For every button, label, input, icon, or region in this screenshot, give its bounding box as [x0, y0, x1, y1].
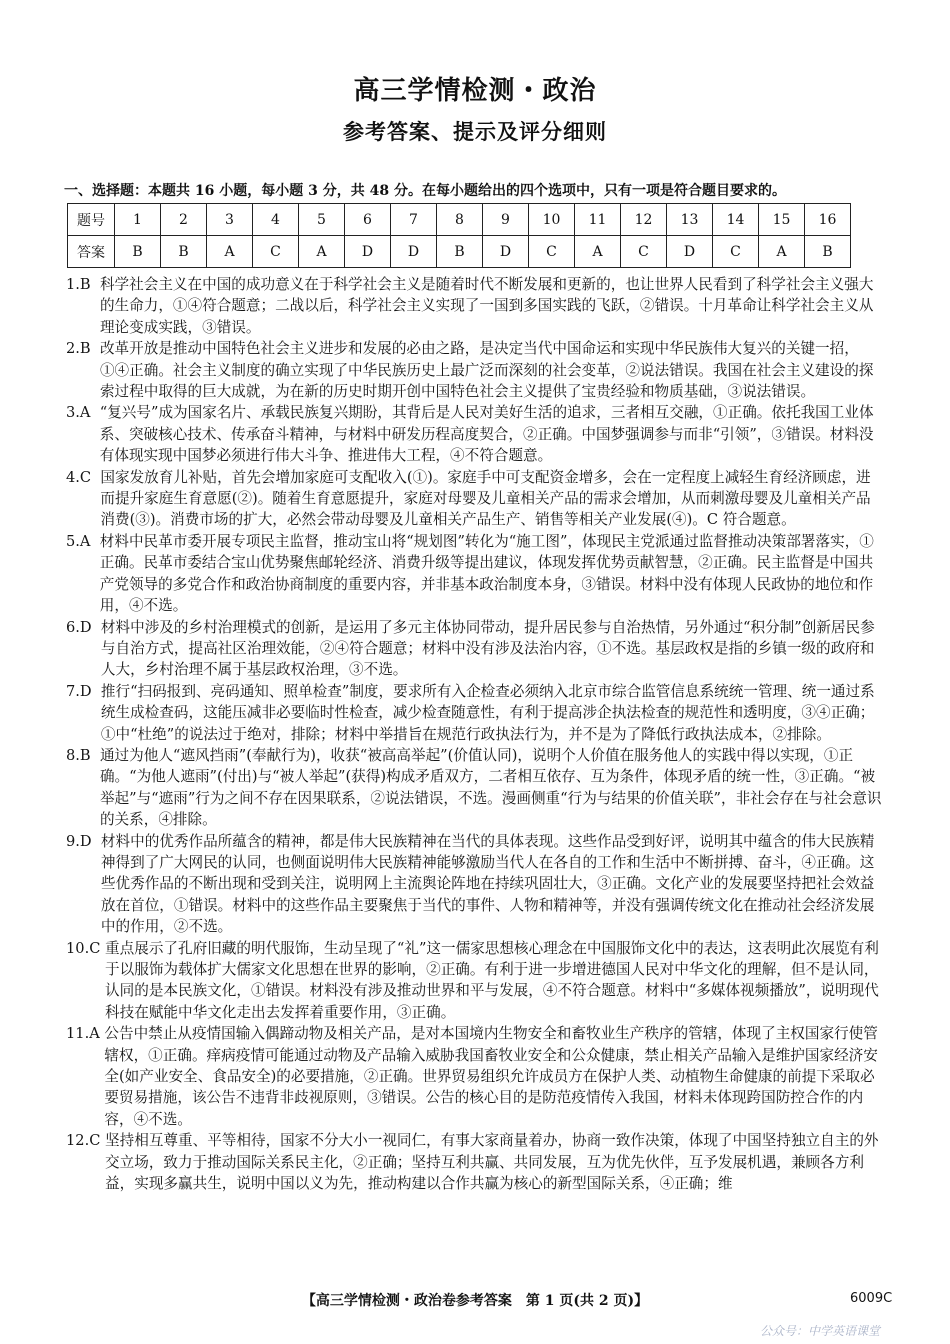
paper-code: 6009C — [850, 1291, 893, 1306]
item-number: 2.B — [66, 340, 91, 358]
explanations — [66, 274, 884, 1194]
item-text: 材料中的优秀作品所蕴含的精神，都是伟大民族精神在当代的具体表现。这些作品受到好评，说明其中蕴含的伟大民族精神得到了广大网民的认同，也侧面说明伟大民族精神能够激励当代人在各自的工作和生活中不断拼搏、奋斗，④正确。这些优秀作品的不断出现和受到关注，说明网上主流舆论阵地在持续巩固壮大，③正确。文化产业的发展要坚持把社会效益放在首位，①错误。材料中的这些作品主要聚焦于当代的事件、人物和精神等，并没有强调传统文化在推动社会经济发展中的作用，②不选。 — [100, 832, 875, 936]
question-number: 10 — [529, 204, 575, 236]
question-number: 12 — [621, 204, 667, 236]
answer-cell: B — [115, 236, 161, 268]
explanation-item — [66, 402, 884, 466]
question-number: 1 — [115, 204, 161, 236]
explanation-item — [66, 531, 884, 617]
page-title: 高三学情检测・政治 — [353, 76, 597, 106]
item-text: 公告中禁止从疫情国输入偶蹄动物及相关产品，是对本国境内生物安全和畜牧业生产秩序的管辖，体现了主权国家行使管辖权，①正确。痒病疫情可能通过动物及产品输入威胁我国畜牧业安全和公众健康，禁止相关产品输入是维护国家经济安全(如产业安全、食品安全)的必要措施，②正确。世界贸易组织允许成员方在保护人类、动植物生命健康的前提下采取必要贸易措施，该公告不违背非歧视原则，③错误。公告的核心目的是防范疫情传入我国，材料未体现跨国防控合作的内容，④不选。 — [104, 1025, 878, 1128]
answer-cell: D — [667, 236, 713, 268]
explanation-item — [66, 1023, 884, 1130]
item-number: 1.B — [66, 276, 91, 293]
item-number: 10.C — [66, 939, 101, 957]
item-number: 7.D — [66, 682, 92, 700]
item-text: 材料中民革市委开展专项民主监督，推动宝山将“规划图”转化为“施工图”，体现民主党派通过监督推动决策部署落实，①正确。民革市委结合宝山优势聚焦邮轮经济、消费升级等提出建议，体现发挥优势贡献智慧，②正确。民主监督是中国共产党领导的多党合作和政治协商制度的重要内容，并非基本政治制度本身，③错误。材料中没有体现人民政协的地位和作用，④不选。 — [99, 532, 874, 615]
explanation-item — [66, 831, 884, 938]
question-number: 3 — [207, 204, 253, 236]
answer-cell: C — [713, 236, 759, 268]
item-number: 3.A — [66, 404, 91, 422]
question-number: 4 — [253, 204, 299, 236]
item-text: 通过为他人“遮风挡雨”(奉献行为)，收获“被高高举起”(价值认同)，说明个人价值在服务他人的实践中得以实现，①正确。“为他人遮雨”(付出)与“被人举起”(获得)构成矛盾双方，二者相互依存、互为条件，体现矛盾的统一性，③正确。“被举起”与“遮雨”行为之间不存在因果联系，②说法错误，不选。漫画侧重“行为与结果的价值关联”，非社会存在与社会意识的关系，④排除。 — [99, 746, 882, 829]
item-number: 11.A — [66, 1025, 100, 1043]
item-text: “复兴号”成为国家名片、承载民族复兴期盼，其背后是人民对美好生活的追求，三者相互交融，①正确。依托我国工业体系、突破核心技术、传承奋斗精神，与材料中研发历程高度契合，②正确。中国梦强调参与而非“引领”，③错误。材料没有体现实现中国梦必须进行伟大斗争、推进伟大工程，④不符合题意。 — [99, 404, 874, 465]
item-number: 8.B — [66, 746, 91, 764]
item-number: 5.A — [66, 532, 91, 550]
explanation-item — [66, 745, 884, 831]
row-label-number: 题号 — [68, 204, 115, 236]
page-subtitle: 参考答案、提示及评分细则 — [343, 120, 607, 144]
item-number: 12.C — [66, 1132, 101, 1150]
answer-row — [68, 236, 851, 268]
question-number: 5 — [299, 204, 345, 236]
answer-cell: B — [805, 236, 851, 268]
explanation-item — [66, 938, 884, 1024]
answer-cell: A — [575, 236, 621, 268]
question-number-row — [68, 204, 851, 236]
question-number: 11 — [575, 204, 621, 236]
section-heading: 一、选择题：本题共 16 小题，每小题 3 分，共 48 分。在每小题给出的四个选项中，只有一项是符合题目要求的。 — [64, 183, 786, 199]
explanation-item — [66, 338, 884, 402]
question-number: 14 — [713, 204, 759, 236]
item-number: 9.D — [66, 832, 92, 850]
answer-cell: C — [529, 236, 575, 268]
item-text: 推行“扫码报到、亮码通知、照单检查”制度，要求所有入企检查必须纳入北京市综合监管信息系统统一管理、统一通过系统生成检查码，这能压减非必要临时性检查，减少检查随意性，有利于提高涉企执法检查的规范性和透明度，③④正确；①中“杜绝”的说法过于绝对，排除；材料中举措旨在规范行政执法行为，并不是为了降低行政执法成本，②排除。 — [100, 682, 875, 743]
answer-cell: D — [391, 236, 437, 268]
question-number: 2 — [161, 204, 207, 236]
item-text: 国家发放育儿补贴，首先会增加家庭可支配收入(①)。家庭手中可支配资金增多，会在一定程度上减轻生育经济顾虑，进而提升家庭生育意愿(②)。随着生育意愿提升，家庭对母婴及儿童相关产品的需求会增加，从而刺激母婴及儿童相关产品消费(③)。消费市场的扩大，必然会带动母婴及儿童相关产品生产、销售等相关产业发展(④)。C 符合题意。 — [100, 468, 871, 529]
answer-cell: C — [621, 236, 667, 268]
row-label-answer: 答案 — [68, 236, 115, 268]
item-text: 重点展示了孔府旧藏的明代服饰，生动呈现了“礼”这一儒家思想核心理念在中国服饰文化中的表达，这表明此次展览有利于以服饰为载体扩大儒家文化思想在世界的影响，②正确。有利于进一步增进德国人民对中华文化的理解，但不是认同，认同的是本民族文化，①错误。材料没有涉及推动世界和平与发展，④不符合题意。材料中“多媒体视频播放”，说明现代科技在赋能中华文化走出去发挥着重要作用，③正确。 — [105, 939, 879, 1021]
explanation-item — [66, 274, 884, 338]
explanation-item — [66, 467, 884, 531]
question-number: 13 — [667, 204, 713, 236]
explanation-item — [66, 617, 884, 681]
answer-cell: A — [759, 236, 805, 268]
answer-cell: B — [437, 236, 483, 268]
question-number: 6 — [345, 204, 391, 236]
question-number: 15 — [759, 204, 805, 236]
answer-cell: C — [253, 236, 299, 268]
explanation-item — [66, 681, 884, 745]
answer-cell: A — [299, 236, 345, 268]
question-number: 8 — [437, 204, 483, 236]
watermark: 公众号：中学英语课堂 — [760, 1324, 881, 1338]
item-text: 材料中涉及的乡村治理模式的创新，是运用了多元主体协同带动，提升居民参与自治热情，另外通过“积分制”创新居民参与自治方式，提高社区治理效能，②④符合题意；材料中没有涉及法治内容，①不选。基层政权是指的乡镇一级的政府和人大，乡村治理不属于基层政权治理，③不选。 — [100, 618, 875, 679]
answer-table — [67, 203, 851, 268]
item-text: 改革开放是推动中国特色社会主义进步和发展的必由之路，是决定当代中国命运和实现中华民族伟大复兴的关键一招，①④正确。社会主义制度的确立实现了中华民族历史上最广泛而深刻的社会变革，②说法错误。我国在社会主义建设的探索过程中取得的巨大成就，为在新的历史时期开创中国特色社会主义提供了宝贵经验和物质基础，③说法错误。 — [99, 340, 874, 401]
answer-cell: A — [207, 236, 253, 268]
question-number: 16 — [805, 204, 851, 236]
question-number: 9 — [483, 204, 529, 236]
question-number: 7 — [391, 204, 437, 236]
explanation-item — [66, 1130, 884, 1194]
item-number: 4.C — [66, 468, 92, 486]
answer-cell: D — [345, 236, 391, 268]
item-text: 坚持相互尊重、平等相待，国家不分大小一视同仁，有事大家商量着办，协商一致作决策，体现了中国坚持独立自主的外交立场，致力于推动国际关系民主化，②正确；坚持互利共赢、共同发展，互为优先伙伴，互予发展机遇，兼顾各方利益，实现多赢共生，说明中国以义为先，推动构建以合作共赢为核心的新型国际关系，④正确；维 — [105, 1132, 879, 1193]
item-text: 科学社会主义在中国的成功意义在于科学社会主义是随着时代不断发展和更新的，也让世界人民看到了科学社会主义强大的生命力，①④符合题意；二战以后，科学社会主义实现了一国到多国实践的飞跃，②错误。十月革命让科学社会主义从理论变成实践，③错误。 — [99, 276, 874, 336]
page-footer: 【高三学情检测・政治卷参考答案 第 1 页(共 2 页)】 — [301, 1293, 649, 1309]
answer-cell: D — [483, 236, 529, 268]
answer-cell: B — [161, 236, 207, 268]
item-number: 6.D — [66, 618, 92, 636]
